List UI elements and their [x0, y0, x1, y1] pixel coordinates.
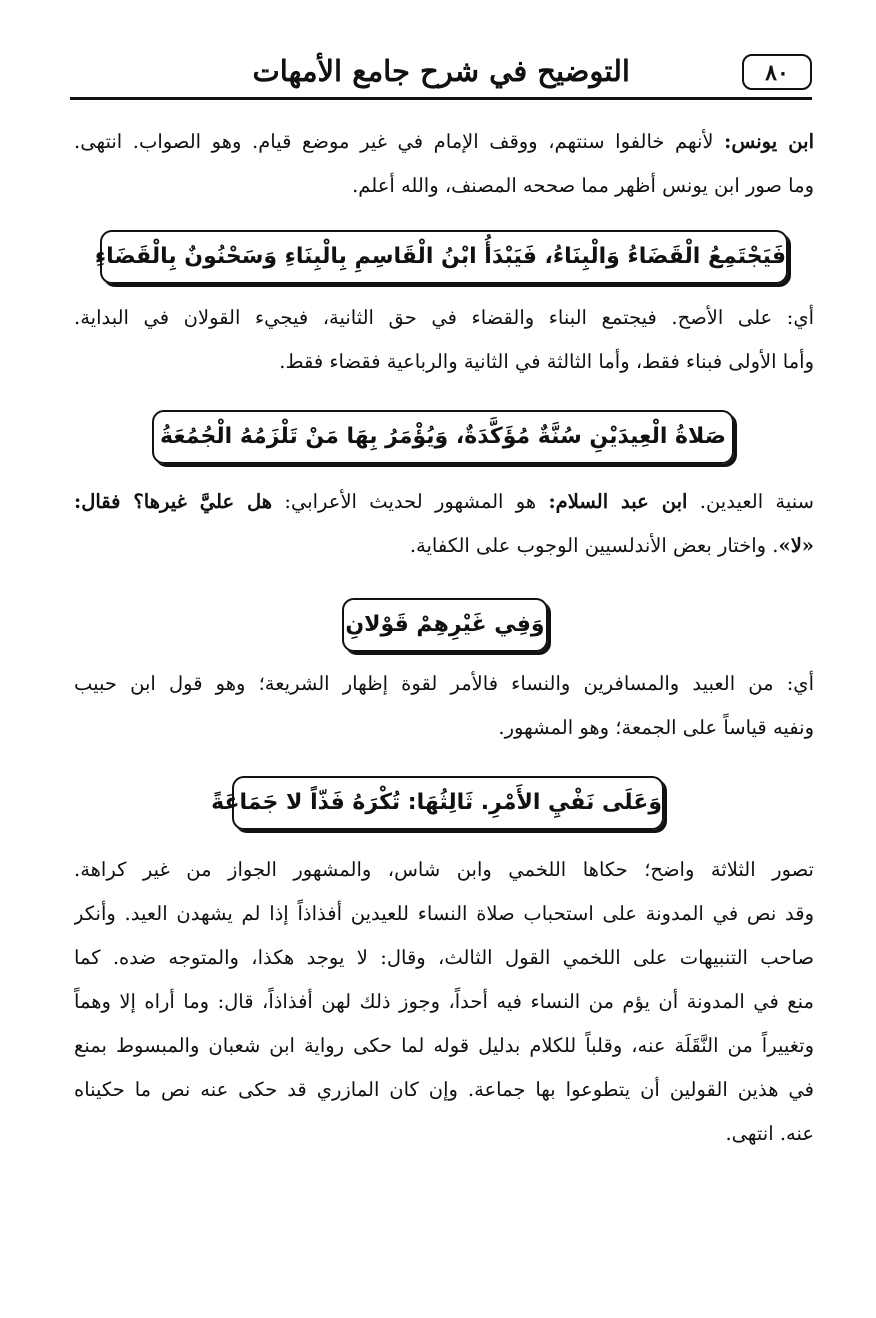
- text-line: منع في المدونة أن يؤم من النساء فيه أحداً، وجوز ذلك لهن أفذاذاً، قال: وما أراه إلا وهماً: [74, 990, 814, 1013]
- book-title: التوضيح في شرح جامع الأمهات: [252, 54, 630, 88]
- text-line: عنه. انتهى.: [725, 1122, 814, 1145]
- hadith-quote: «لا»: [778, 534, 814, 557]
- text-line: وقد نص في المدونة على استحباب صلاة النساء للعيدين أفذاذاً إذا لم يشهدن العيد. وأنكر: [74, 902, 814, 925]
- commentary-paragraph: [74, 662, 814, 750]
- text-line: وأما الأولى فبناء فقط، وأما الثالثة في الثانية والرباعية فقضاء فقط.: [279, 350, 814, 373]
- commentary-paragraph: [74, 296, 814, 384]
- text-line: وتغييراً من النَّقَلَة عنه، وقلباً للكلام بدليل قوله لما حكى رواية ابن شعبان والمبسوط بمنع: [74, 1034, 814, 1057]
- text-run: هو المشهور لحديث الأعرابي:: [284, 490, 537, 513]
- text-line: [74, 480, 814, 524]
- commentary-paragraph: [74, 120, 814, 208]
- text-line: وما صور ابن يونس أظهر مما صححه المصنف، والله أعلم.: [352, 174, 814, 197]
- text-line: ونفيه قياساً على الجمعة؛ وهو المشهور.: [498, 716, 814, 739]
- commentary-paragraph: [74, 848, 814, 1156]
- text-run: لأنهم خالفوا سنتهم، ووقف الإمام في غير موضع قيام. وهو الصواب. انتهى.: [74, 130, 714, 153]
- commentary-paragraph: [74, 480, 814, 568]
- matn-text-box: فَيَجْتَمِعُ الْقَضَاءُ وَالْبِنَاءُ، فَيَبْدَأُ ابْنُ الْقَاسِمِ بِالْبِنَاءِ وَسَحْنُونٌ بِالْقَضَاءِ: [100, 230, 788, 284]
- hadith-quote: هل عليَّ غيرها؟ فقال:: [74, 490, 273, 513]
- page-number: ٨٠: [742, 54, 812, 90]
- header-divider: [70, 97, 812, 100]
- matn-text-box: وَفِي غَيْرِهِمْ قَوْلانِ: [342, 598, 548, 652]
- matn-text-box: صَلاةُ الْعِيدَيْنِ سُنَّةٌ مُؤَكَّدَةٌ، وَيُؤْمَرُ بِهَا مَنْ تَلْزَمُهُ الْجُمُعَةُ: [152, 410, 734, 464]
- text-line: أي: من العبيد والمسافرين والنساء فالأمر لقوة إظهار الشريعة؛ وهو قول ابن حبيب: [74, 672, 814, 695]
- cited-scholar: ابن يونس:: [724, 130, 814, 153]
- cited-scholar: ابن عبد السلام:: [548, 490, 688, 513]
- text-line: أي: على الأصح. فيجتمع البناء والقضاء في حق الثانية، فيجيء القولان في البداية.: [74, 306, 814, 329]
- text-line: صاحب التنبيهات على اللخمي القول الثالث، وقال: لا يوجد هكذا، والمتوجه ضده. كما: [74, 946, 814, 969]
- page-header: [70, 44, 812, 100]
- text-run: سنية العيدين.: [699, 490, 814, 513]
- text-line: [74, 524, 814, 568]
- text-line: [74, 120, 814, 164]
- text-run: . واختار بعض الأندلسيين الوجوب على الكفاية.: [409, 534, 779, 557]
- matn-text-box: وَعَلَى نَفْيِ الأَمْرِ. ثَالِثُهَا: تُكْرَهُ فَذّاً لا جَمَاعَةً: [232, 776, 664, 830]
- text-line: تصور الثلاثة واضح؛ حكاها اللخمي وابن شاس، والمشهور الجواز من غير كراهة.: [74, 858, 814, 881]
- text-line: في هذين القولين أن يتطوعوا بها جماعة. وإن كان المازري قد حكى عنه نص ما حكيناه: [74, 1078, 814, 1101]
